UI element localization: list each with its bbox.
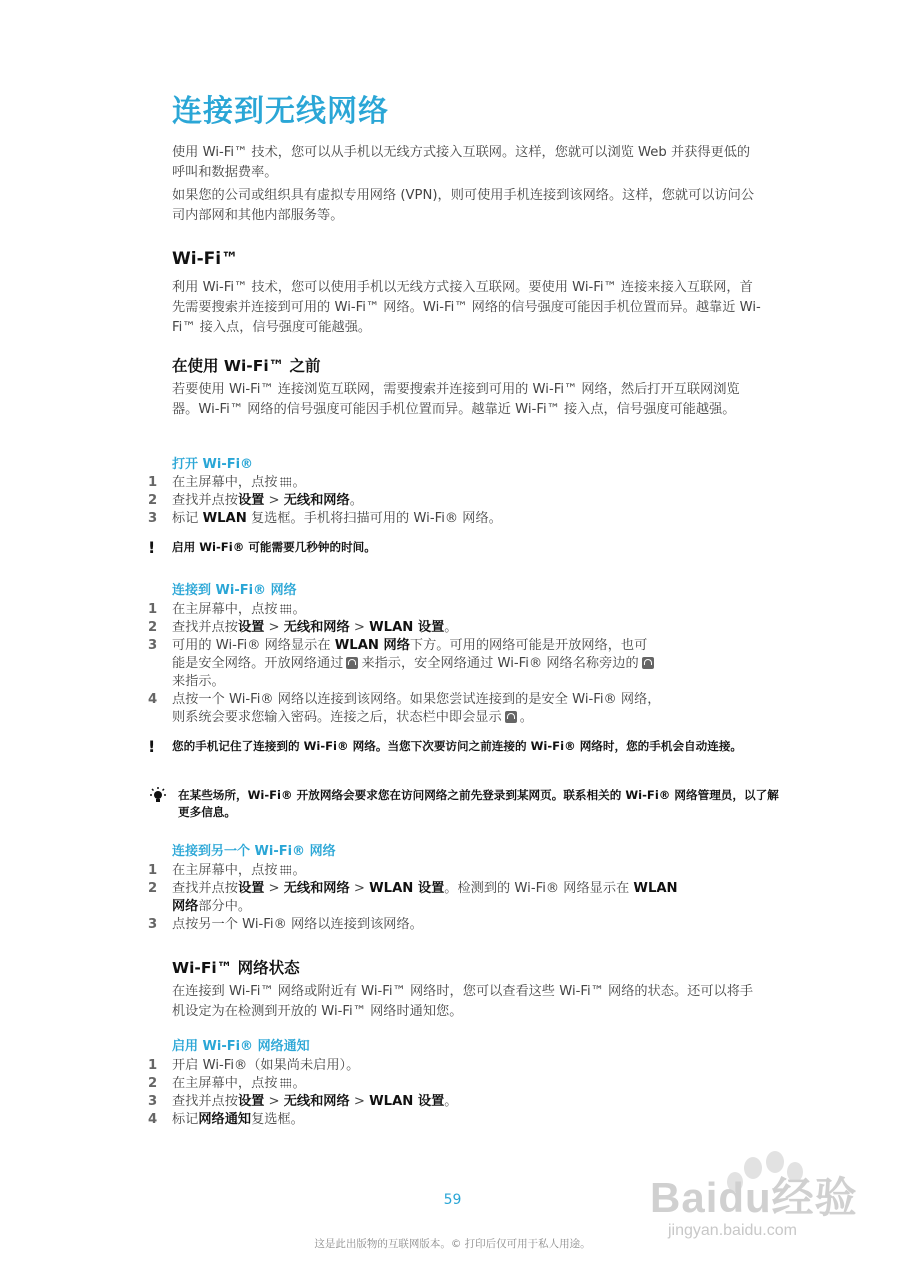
steps-enable-notifications xyxy=(148,1057,748,1129)
step-1: 1 在主屏幕中，点按 。 xyxy=(148,475,306,490)
section-heading-wifi-status: Wi-Fi™ 网络状态 xyxy=(172,959,300,977)
apps-grid-icon xyxy=(280,865,291,875)
secure-wifi-icon xyxy=(642,657,654,669)
step-3: 3 标记 WLAN 复选框。手机将扫描可用的 Wi-Fi® 网络。 xyxy=(148,511,502,526)
page-title: 连接到无线网络 xyxy=(172,94,389,129)
section-heading-wifi: Wi-Fi™ xyxy=(172,249,239,269)
wifi-status-paragraph: 在连接到 Wi-Fi™ 网络或附近有 Wi-Fi™ 网络时，您可以查看这些 Wi-Fi™ 网络的状态。还可以将手机设定为在检测到开放的 Wi-Fi™ 网络时通知您。 xyxy=(172,984,754,1019)
tip-open-network-login: 在某些场所，Wi-Fi® 开放网络会要求您在访问网络之前先登录到某网页。联系相关的 Wi-Fi® 网络管理员，以了解更多信息。 xyxy=(148,787,788,821)
wifi-status-icon xyxy=(505,711,517,723)
intro-paragraph-1: 使用 Wi-Fi™ 技术，您可以从手机以无线方式接入互联网。这样，您就可以浏览 Web 并获得更低的呼叫和数据费率。 xyxy=(172,145,751,180)
note-remember-network: ! 您的手机记住了连接到的 Wi-Fi® 网络。当您下次要访问之前连接的 Wi-Fi® 网络时，您的手机会自动连接。 xyxy=(148,737,743,756)
wifi-paragraph: 利用 Wi-Fi™ 技术，您可以使用手机以无线方式接入互联网。要使用 Wi-Fi™ 连接来接入互联网，首先需要搜索并连接到可用的 Wi-Fi™ 网络。Wi-Fi™ 网络的信号强度可能因手机位置而异。越靠近 Wi-Fi™ 接入点，信号强度可能越强。 xyxy=(172,280,761,335)
procedure-title-turn-on-wifi: 打开 Wi-Fi® xyxy=(172,457,254,472)
procedure-title-connect-another: 连接到另一个 Wi-Fi® 网络 xyxy=(172,844,336,859)
apps-grid-icon xyxy=(280,604,291,614)
step-2: 2 查找并点按设置 > 无线和网络 > WLAN 设置。 xyxy=(148,620,458,635)
steps-connect-wifi xyxy=(148,601,748,727)
apps-grid-icon xyxy=(280,477,291,487)
page-number: 59 xyxy=(443,1192,462,1208)
procedure-title-enable-notifications: 启用 Wi-Fi® 网络通知 xyxy=(172,1039,310,1054)
watermark-brand: Baidu经验 xyxy=(650,1174,858,1221)
exclamation-icon: ! xyxy=(148,538,156,557)
step-3: 3 可用的 Wi-Fi® 网络显示在 WLAN 网络下方。可用的网络可能是开放网络，也可 能是安全网络。开放网络通过 来指示，安全网络通过 Wi-Fi® 网络名称旁边的 来指示。 xyxy=(148,637,748,691)
step-1: 1 在主屏幕中，点按 。 xyxy=(148,863,306,878)
lightbulb-icon xyxy=(148,787,168,805)
footer-notice: 这是此出版物的互联网版本。© 打印后仅可用于私人用途。 xyxy=(314,1238,591,1250)
step-2: 2 在主屏幕中，点按 。 xyxy=(148,1076,306,1091)
exclamation-icon: ! xyxy=(148,737,156,756)
step-2: 2 查找并点按设置 > 无线和网络。 xyxy=(148,493,363,508)
procedure-title-connect-wifi: 连接到 Wi-Fi® 网络 xyxy=(172,583,297,598)
note-turn-on-wifi: ! 启用 Wi-Fi® 可能需要几秒钟的时间。 xyxy=(148,538,376,557)
steps-turn-on-wifi xyxy=(148,474,748,528)
step-2: 2 查找并点按设置 > 无线和网络 > WLAN 设置。检测到的 Wi-Fi® 网络显示在 WLAN 网络部分中。 xyxy=(148,881,678,914)
open-wifi-icon xyxy=(346,657,358,669)
before-wifi-paragraph: 若要使用 Wi-Fi™ 连接浏览互联网，需要搜索并连接到可用的 Wi-Fi™ 网络，然后打开互联网浏览器。Wi-Fi™ 网络的信号强度可能因手机位置而异。越靠近 Wi-Fi™ 接入点，信号强度可能越强。 xyxy=(172,382,740,417)
watermark-url: jingyan.baidu.com xyxy=(668,1222,797,1239)
section-heading-before-wifi: 在使用 Wi-Fi™ 之前 xyxy=(172,357,321,375)
step-3: 3 点按另一个 Wi-Fi® 网络以连接到该网络。 xyxy=(148,917,423,932)
step-1: 1 在主屏幕中，点按 。 xyxy=(148,602,306,617)
apps-grid-icon xyxy=(280,1078,291,1088)
step-3: 3 查找并点按设置 > 无线和网络 > WLAN 设置。 xyxy=(148,1094,458,1109)
intro-paragraph-2: 如果您的公司或组织具有虚拟专用网络 (VPN)，则可使用手机连接到该网络。这样，您就可以访问公司内部网和其他内部服务等。 xyxy=(172,188,755,223)
step-1: 1 开启 Wi-Fi®（如果尚未启用）。 xyxy=(148,1058,360,1073)
step-4: 4 标记网络通知复选框。 xyxy=(148,1112,304,1127)
step-4: 4 点按一个 Wi-Fi® 网络以连接到该网络。如果您尝试连接到的是安全 Wi-Fi® 网络， 则系统会要求您输入密码。连接之后，状态栏中即会显示 。 xyxy=(148,692,661,725)
steps-connect-another xyxy=(148,862,748,934)
